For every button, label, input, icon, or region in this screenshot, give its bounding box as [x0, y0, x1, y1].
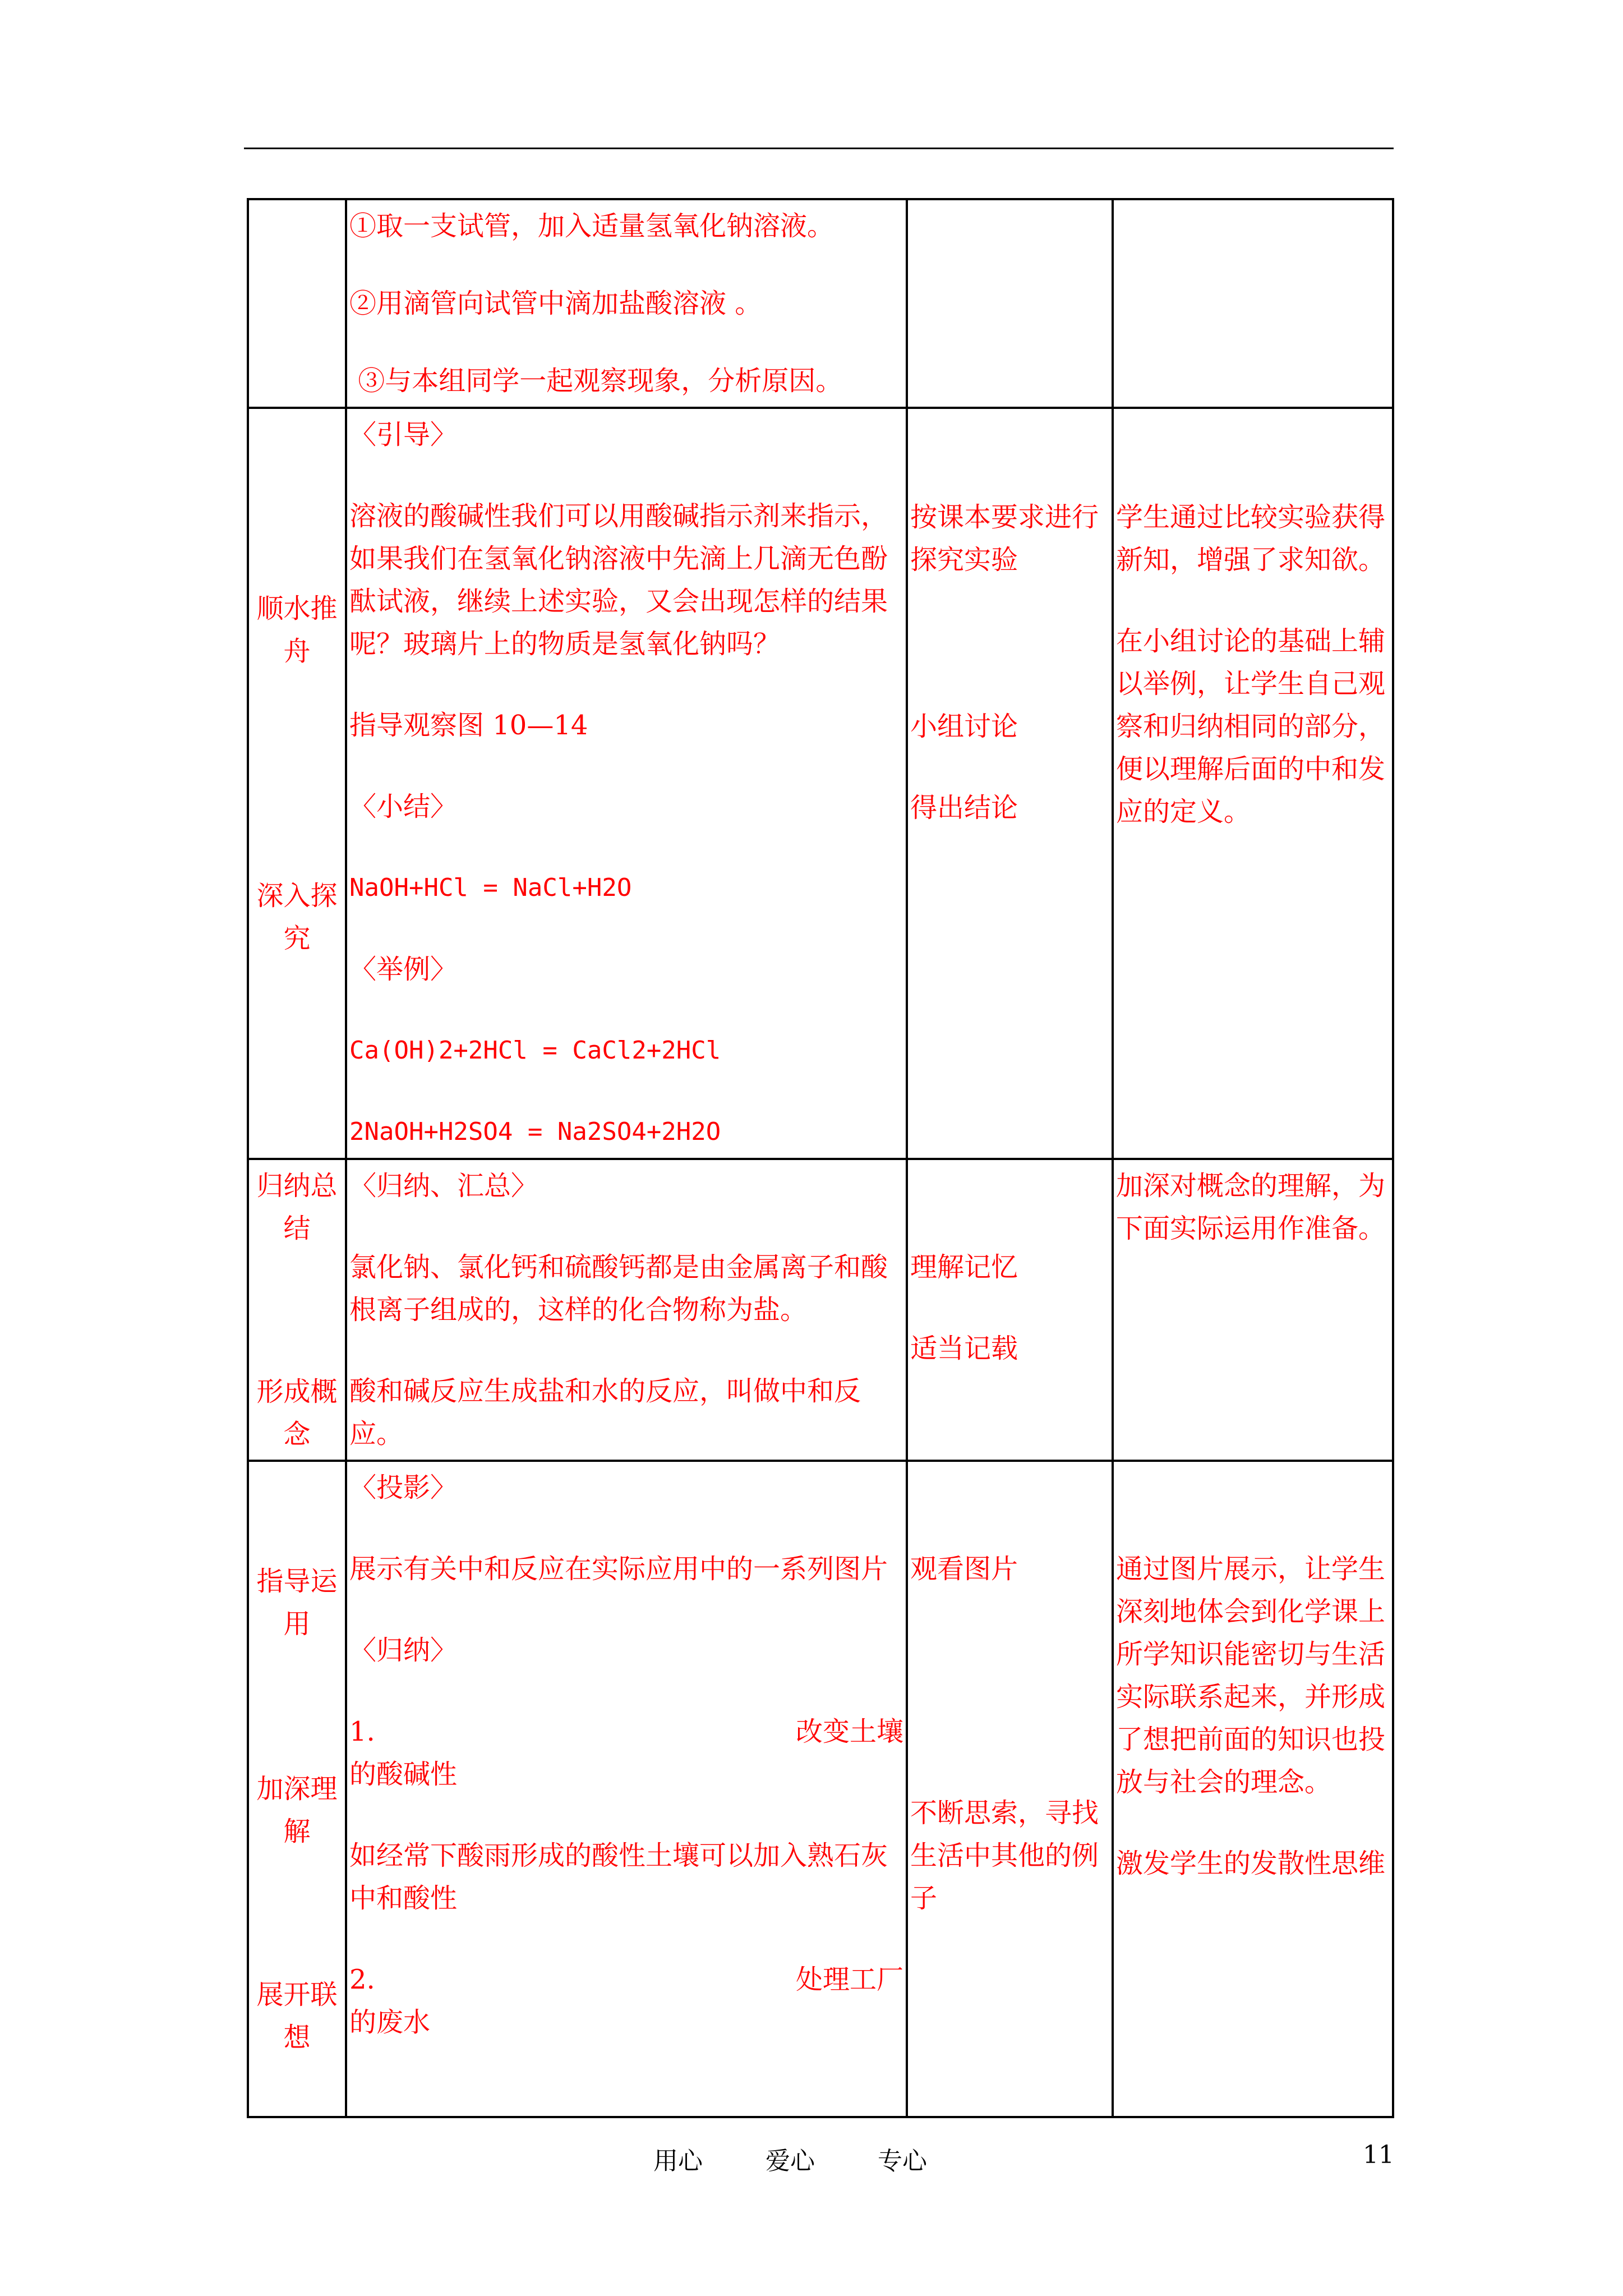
projection-text: 展示有关中和反应在实际应用中的一系列图片: [349, 1553, 888, 1585]
equation-2: Ca(OH)2+2HCl = CaCl2+2HCl: [349, 1036, 721, 1065]
stage-cell: [248, 1159, 346, 1461]
content-cell: [346, 199, 907, 408]
page-footer: [0, 2141, 1623, 2185]
application-1-line: [349, 1710, 903, 1753]
student-activity-2: 小组讨论: [910, 711, 1018, 742]
salt-definition: 氯化钠、氯化钙和硫酸钙都是由金属离子和酸根离子组成的，这样的化合物称为盐。: [349, 1251, 888, 1326]
step-1-text: ①取一支试管，加入适量氢氧化钠溶液。: [349, 210, 834, 242]
stage-label-jiashen: 加深理解: [256, 1773, 338, 1847]
application-2-text: 处理工厂: [795, 1964, 903, 1995]
intent-cell: [1113, 1159, 1393, 1461]
student-activity-3: 得出结论: [910, 792, 1018, 823]
summary-heading: 〈小结〉: [349, 791, 458, 822]
student-cell: [907, 1159, 1113, 1461]
equation-3: 2NaOH+H2SO4 = Na2SO4+2H2O: [349, 1117, 721, 1146]
application-2-continuation: 的废水: [349, 2007, 431, 2038]
stage-label-shenru: 深入探究: [256, 880, 338, 954]
neutralization-definition: 酸和碱反应生成盐和水的反应，叫做中和反应。: [349, 1375, 861, 1450]
intent-text-1: 通过图片展示，让学生深刻地体会到化学课上所学知识能密切与生活实际联系起来，并形成了想把前面的知识也投放与社会的理念。: [1116, 1553, 1386, 1798]
table-row: [248, 1461, 1393, 2117]
stage-label-shunshui: 顺水推舟: [256, 593, 338, 667]
step-3-text: ③与本组同学一起观察现象，分析原因。: [349, 365, 843, 397]
lesson-plan-table: [247, 198, 1394, 2118]
stage-label-guina: 归纳总结: [256, 1170, 338, 1244]
application-1-number: 1.: [349, 1716, 375, 1747]
content-cell: [346, 408, 907, 1159]
intent-text-2: 在小组讨论的基础上辅以举例，让学生自己观察和归纳相同的部分，便以理解后面的中和发应的定义。: [1116, 625, 1386, 827]
footer-motto-1: 用心: [653, 2147, 703, 2175]
equation-1: NaOH+HCl = NaCl+H2O: [349, 873, 632, 902]
application-1-example: 如经常下酸雨形成的酸性土壤可以加入熟石灰中和酸性: [349, 1840, 888, 1914]
stage-cell: [248, 199, 346, 408]
application-2-line: [349, 1958, 903, 2001]
table-row: [248, 408, 1393, 1159]
intent-text-1: 加深对概念的理解，为下面实际运用作准备。: [1116, 1170, 1386, 1244]
conclusion-heading: 〈归纳〉: [349, 1635, 458, 1666]
student-cell: [907, 199, 1113, 408]
student-cell: [907, 1461, 1113, 2117]
application-1-continuation: 的酸碱性: [349, 1759, 458, 1790]
student-activity-2: 适当记载: [910, 1333, 1018, 1364]
application-2-number: 2.: [349, 1964, 375, 1995]
table-row: [248, 1159, 1393, 1461]
projection-heading: 〈投影〉: [349, 1472, 458, 1503]
footer-motto-3: 专心: [878, 2147, 927, 2175]
stage-label-zhidao: 指导运用: [256, 1566, 338, 1640]
stage-cell: [248, 1461, 346, 2117]
intent-cell: [1113, 1461, 1393, 2117]
example-heading: 〈举例〉: [349, 954, 458, 985]
intent-text-1: 学生通过比较实验获得新知，增强了求知欲。: [1116, 501, 1386, 576]
header-rule: [244, 148, 1394, 149]
student-activity-1: 观看图片: [910, 1553, 1018, 1585]
footer-motto-2: 爱心: [766, 2147, 815, 2175]
student-cell: [907, 408, 1113, 1159]
step-2-text: ②用滴管向试管中滴加盐酸溶液 。: [349, 288, 762, 319]
stage-label-xingcheng: 形成概念: [256, 1376, 338, 1450]
intent-cell: [1113, 199, 1393, 408]
student-activity-1: 按课本要求进行探究实验: [910, 501, 1099, 576]
application-1-text: 改变土壤: [795, 1716, 903, 1747]
table-row: [248, 199, 1393, 408]
intent-cell: [1113, 408, 1393, 1159]
stage-label-zhankai: 展开联想: [256, 1979, 338, 2053]
content-cell: [346, 1159, 907, 1461]
content-cell: [346, 1461, 907, 2117]
intent-text-2: 激发学生的发散性思维: [1116, 1848, 1386, 1879]
summary-heading: 〈归纳、汇总〉: [349, 1170, 538, 1202]
student-activity-2: 不断思索，寻找生活中其他的例子: [910, 1797, 1099, 1914]
observe-figure-text: 指导观察图 10—14: [349, 710, 588, 741]
guide-heading: 〈引导〉: [349, 419, 458, 450]
stage-cell: [248, 408, 346, 1159]
page-number: 11: [1363, 2141, 1394, 2169]
guide-paragraph: 溶液的酸碱性我们可以用酸碱指示剂来指示，如果我们在氢氧化钠溶液中先滴上几滴无色酚酞试液，继续上述实验，又会出现怎样的结果呢？玻璃片上的物质是氢氧化钠吗？: [349, 500, 888, 660]
student-activity-1: 理解记忆: [910, 1251, 1018, 1283]
